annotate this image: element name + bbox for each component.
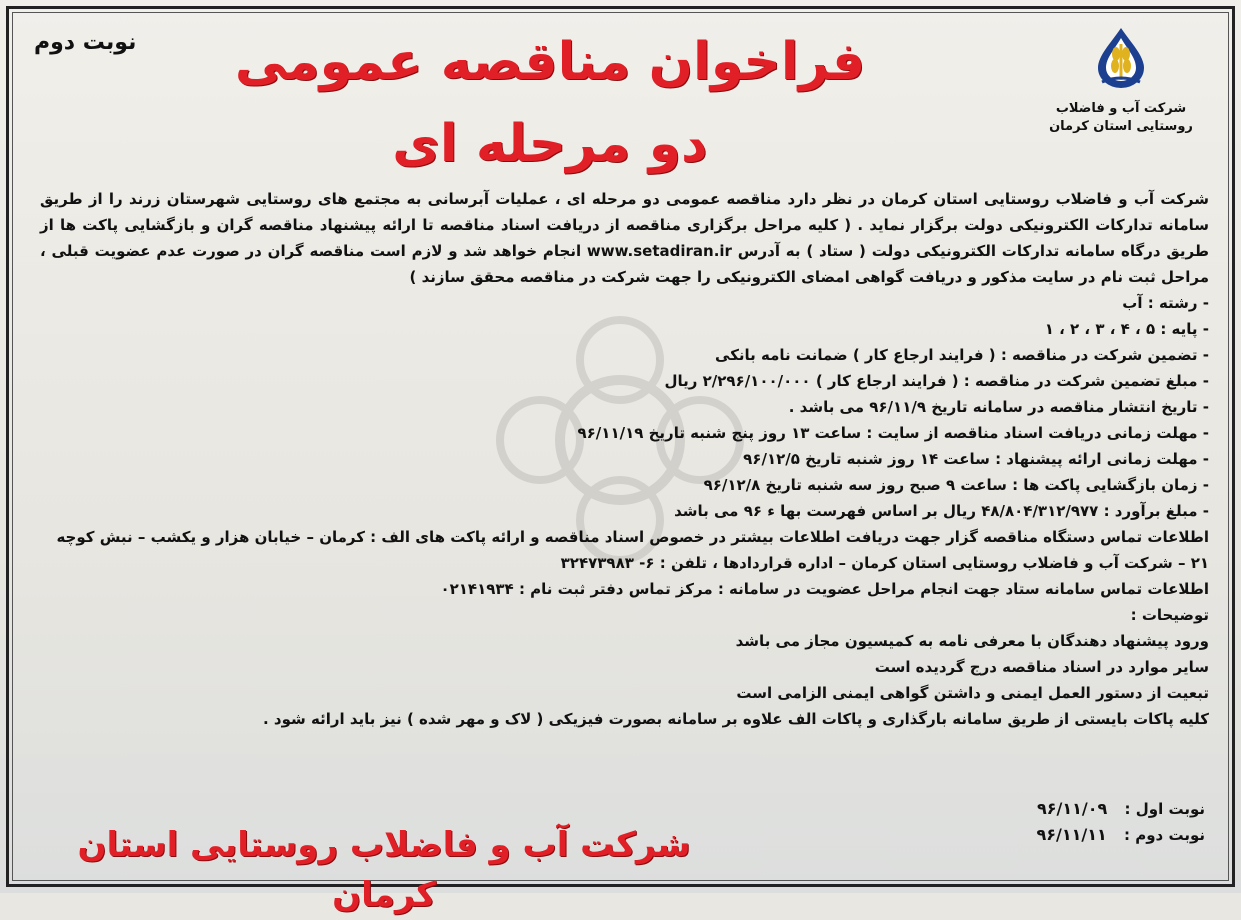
website-link[interactable]: www.setadiran.ir bbox=[586, 242, 732, 260]
notice-body bbox=[40, 186, 1209, 732]
detail-estimate: - مبلغ برآورد : ۴۸/۸۰۴/۳۱۲/۹۷۷ ریال بر اساس فهرست بها ء ۹۶ می باشد bbox=[674, 502, 1209, 520]
detail-guarantee-amount: - مبلغ تضمین شرکت در مناقصه : ( فرایند ارجاع کار ) ۲/۲۹۶/۱۰۰/۰۰۰ ریال bbox=[664, 372, 1209, 390]
title-line2: دو مرحله ای bbox=[392, 114, 708, 174]
notes-heading: توضیحات : bbox=[1130, 606, 1209, 624]
note-item: ورود پیشنهاد دهندگان با معرفی نامه به کمیسیون مجاز می باشد bbox=[735, 632, 1209, 650]
publication-turns bbox=[1036, 796, 1205, 848]
footer-brand: شرکت آب و فاضلاب روستایی استان کرمان bbox=[77, 825, 691, 915]
turn-second bbox=[1036, 822, 1205, 848]
water-drop-wheat-icon bbox=[1088, 24, 1154, 90]
detail-proposal-deadline: - مهلت زمانی ارائه پیشنهاد : ساعت ۱۴ روز شنبه تاریخ ۹۶/۱۲/۵ bbox=[743, 450, 1209, 468]
intro-part2: انجام خواهد شد و لازم است مناقصه گران در صورت عدم عضویت قبلی ، مراحل ثبت نام در سایت مذکور و دریافت گواهی امضای الکترونیکی را جهت شرکت در مناقصه محقق سازند ) bbox=[40, 242, 1209, 286]
logo-company-line1: شرکت آب و فاضلاب bbox=[1055, 101, 1187, 116]
detail-opening-time: - زمان بازگشایی پاکت ها : ساعت ۹ صبح روز سه شنبه تاریخ ۹۶/۱۲/۸ bbox=[703, 476, 1209, 494]
note-item: سایر موارد در اسناد مناقصه درج گردیده است bbox=[874, 658, 1209, 676]
turn-second-date: ۹۶/۱۱/۱۱ bbox=[1036, 825, 1107, 844]
logo-company-line2: روستایی استان کرمان bbox=[1049, 119, 1193, 134]
turn-second-label: نوبت دوم : bbox=[1123, 826, 1205, 844]
contact-setad: اطلاعات تماس سامانه ستاد جهت انجام مراحل عضویت در سامانه : مرکز تماس دفتر ثبت نام : ۰۲۱۴۱۹۳۴ bbox=[440, 580, 1209, 598]
intro-part1: شرکت آب و فاضلاب روستایی استان کرمان در نظر دارد مناقصه عمومی دو مرحله ای ، عملیات آبرسانی به مجتمع های روستایی شهرستان زرند را از طریق سامانه تدارکات الکترونیکی دولت برگزار نماید . ( کلیه مراحل برگزاری مناقصه از دریافت اسناد مناقصه تا ارائه پیشنهاد مناقصه گران و بازگشایی پاکت ها از طریق درگاه سامانه تدارکات الکترونیکی دولت ( ستاد ) به آدرس bbox=[40, 190, 1209, 260]
company-logo bbox=[1041, 24, 1201, 136]
turn-first-date: ۹۶/۱۱/۰۹ bbox=[1037, 799, 1108, 818]
contact-tender-authority: اطلاعات تماس دستگاه مناقصه گزار جهت دریافت اطلاعات بیشتر در خصوص اسناد مناقصه و ارائه پاکت های الف : کرمان – خیابان هزار و یکشب – نبش کوچه ۲۱ – شرکت آب و فاضلاب روستایی استان کرمان – اداره قراردادها ، تلفن : ۶- ۳۲۴۷۳۹۸۳ bbox=[56, 528, 1209, 572]
intro-paragraph bbox=[40, 186, 1209, 290]
detail-grade: - پایه : ۵ ، ۴ ، ۳ ، ۲ ، ۱ bbox=[1044, 320, 1209, 338]
turn-first-label: نوبت اول : bbox=[1124, 800, 1205, 818]
detail-field: - رشته : آب bbox=[1122, 294, 1209, 312]
note-item: تبعیت از دستور العمل ایمنی و داشتن گواهی ایمنی الزامی است bbox=[736, 684, 1209, 702]
detail-publish-date: - تاریخ انتشار مناقصه در سامانه تاریخ ۹۶/۱۱/۹ می باشد . bbox=[788, 398, 1209, 416]
detail-document-deadline: - مهلت زمانی دریافت اسناد مناقصه از سایت : ساعت ۱۳ روز پنج شنبه تاریخ ۹۶/۱۱/۱۹ bbox=[577, 424, 1209, 442]
note-item: کلیه پاکات بایستی از طریق سامانه بارگذاری و پاکات الف علاوه بر سامانه بصورت فیزیکی ( لاک و مهر شده ) نیز باید ارائه شود . bbox=[262, 710, 1209, 728]
turn-first bbox=[1036, 796, 1205, 822]
detail-guarantee-type: - تضمین شرکت در مناقصه : ( فرایند ارجاع کار ) ضمانت نامه بانکی bbox=[715, 346, 1209, 364]
title-line1: فراخوان مناقصه عمومی bbox=[234, 32, 866, 92]
turn-badge: نوبت دوم bbox=[34, 30, 137, 55]
